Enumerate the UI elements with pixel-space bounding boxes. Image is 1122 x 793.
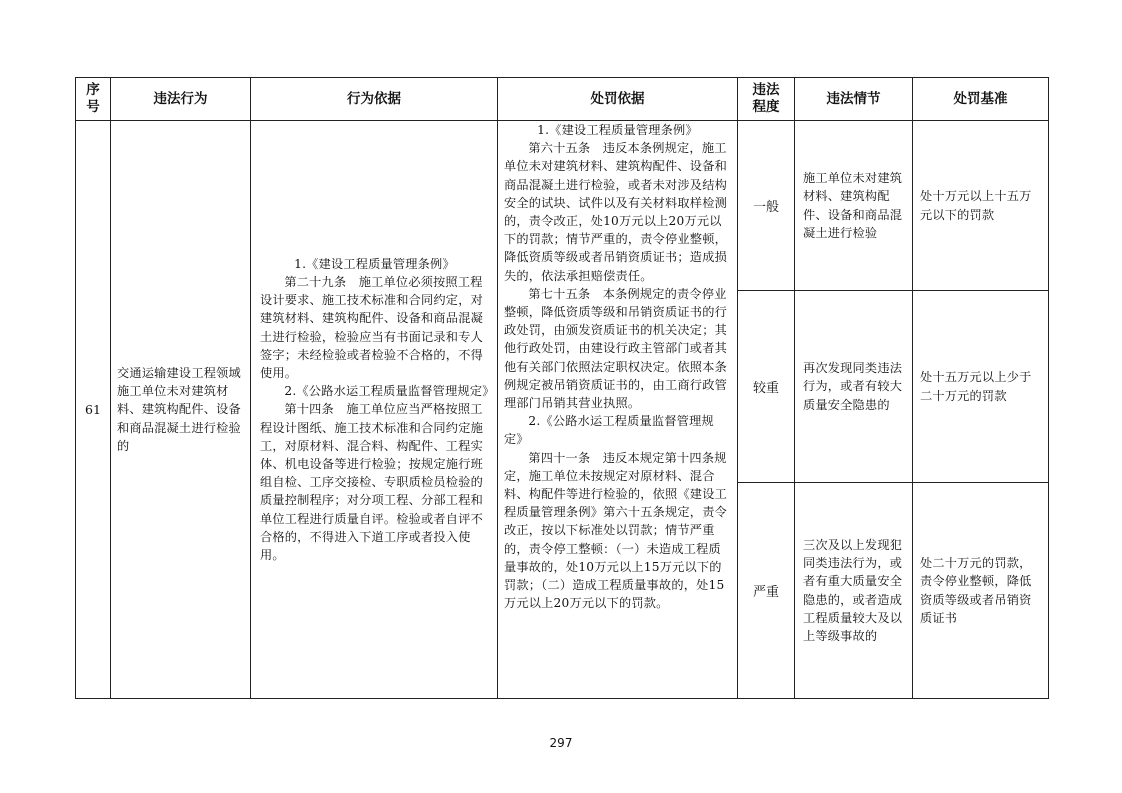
penalty-law-2-title: 2.《公路水运工程质量监督管理规定》: [504, 414, 714, 447]
header-behavior: 违法行为: [111, 78, 251, 121]
degree-severe: 严重: [738, 483, 795, 699]
degree-serious: 较重: [738, 291, 795, 483]
page-number: 297: [549, 736, 573, 750]
behavior-basis: [251, 121, 498, 699]
row-number: 61: [76, 121, 111, 699]
basis-law-1-article: 第二十九条 施工单位必须按照工程设计要求、施工技术标准和合同约定，对建筑材料、建筑构配件、设备和商品混凝土进行检验，检验应当有书面记录和专人签字；未经检验或者检验不合格的，不得使用。: [260, 274, 483, 380]
penalty-law-1-article-75: 第七十五条 本条例规定的责令停业整顿，降低资质等级和吊销资质证书的行政处罚，由颁发资质证书的机关决定；其他行政处罚，由建设行政主管部门或者其他有关部门依照法定职权决定。依照本条例规定被吊销资质证书的，由工商行政管理部门吊销其营业执照。: [504, 286, 727, 411]
penalty-law-1-article-65: 第六十五条 违反本条例规定，施工单位未对建筑材料、建筑构配件、设备和商品混凝土进行检验，或者未对涉及结构安全的试块、试件以及有关材料取样检测的，责令改正，处10万元以上20万元以下的罚款；情节严重的，责令停业整顿，降低资质等级或者吊销资质证书；造成损失的，依法承担赔偿责任。: [504, 141, 727, 283]
standard-severe: 处二十万元的罚款，责令停业整顿，降低资质等级或者吊销资质证书: [913, 483, 1049, 699]
header-penalty-basis: 处罚依据: [498, 78, 738, 121]
penalty-basis: [498, 121, 738, 699]
header-basis: 行为依据: [251, 78, 498, 121]
penalty-standard-table: [75, 77, 1049, 699]
basis-law-2-title: 2.《公路水运工程质量监督管理规定》: [284, 384, 495, 399]
violation-behavior: 交通运输建设工程领域施工单位未对建筑材料、建筑构配件、设备和商品混凝土进行检验的: [111, 121, 251, 699]
penalty-law-1-title: 1.《建设工程质量管理条例》: [537, 123, 698, 137]
circumstance-severe: 三次及以上发现犯同类违法行为，或者有重大质量安全隐患的，或者造成工程质量较大及以上等级事故的: [795, 483, 913, 699]
circumstance-general: 施工单位未对建筑材料、建筑构配件、设备和商品混凝土进行检验: [795, 121, 913, 291]
standard-general: 处十万元以上十五万元以下的罚款: [913, 121, 1049, 291]
header-no: 序号: [76, 78, 111, 121]
degree-general: 一般: [738, 121, 795, 291]
header-circumstance: 违法情节: [795, 78, 913, 121]
basis-law-2-article: 第十四条 施工单位应当严格按照工程设计图纸、施工技术标准和合同约定施工，对原材料、混合料、构配件、工程实体、机电设备等进行检验；按规定施行班组自检、工序交接检、专职质检员检验的质量控制程序；对分项工程、分部工程和单位工程进行质量自评。检验或者自评不合格的，不得进入下道工序或者投入使用。: [260, 402, 483, 563]
header-degree: 违法程度: [738, 78, 795, 121]
basis-law-1-title: 1.《建设工程质量管理条例》: [294, 256, 455, 271]
circumstance-serious: 再次发现同类违法行为，或者有较大质量安全隐患的: [795, 291, 913, 483]
header-standard: 处罚基准: [913, 78, 1049, 121]
standard-serious: 处十五万元以上少于二十万元的罚款: [913, 291, 1049, 483]
penalty-law-2-article-41: 第四十一条 违反本规定第十四条规定，施工单位未按规定对原材料、混合料、构配件等进行检验的，依照《建设工程质量管理条例》第六十五条规定，责令改正，按以下标准处以罚款；情节严重的，责令停工整顿：（一）未造成工程质量事故的，处10万元以上15万元以下的罚款；（二）造成工程质量事故的，处15万元以上20万元以下的罚款。: [504, 450, 727, 611]
table-header-row: [76, 78, 1049, 121]
table-row: [76, 121, 1049, 291]
